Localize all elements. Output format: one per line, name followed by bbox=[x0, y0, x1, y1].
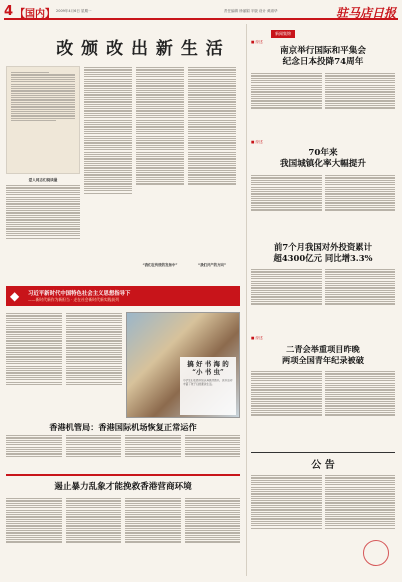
news4-headline: 二青会举重项目昨晚 两项全国青年纪录被破 bbox=[282, 344, 364, 365]
news4-body bbox=[251, 370, 395, 446]
article-column-3 bbox=[188, 66, 236, 276]
article-column-1 bbox=[84, 66, 132, 276]
notice-box bbox=[251, 452, 395, 572]
photo-caption-text: 小学生们在图书馆认真挑选图书，读书活动丰富了孩子们的课余生活。 bbox=[183, 379, 233, 386]
news1-tag: ■ 综述 bbox=[251, 40, 263, 44]
notice-title: 公 告 bbox=[311, 460, 335, 471]
issue-date: 2009年4月6日 星期一 bbox=[56, 9, 92, 13]
violence-article-box bbox=[6, 474, 240, 576]
news3-body bbox=[251, 268, 395, 330]
section-name: 【国内】 bbox=[15, 9, 55, 20]
sub-heading-1: 爱人同志们阅读量 bbox=[28, 178, 58, 182]
seal-stamp-icon bbox=[363, 540, 389, 566]
editor-info: 责任编辑 徐丽娟 半版 设计 黄淑华 bbox=[224, 9, 278, 13]
intro-box bbox=[6, 66, 80, 174]
article-column-5 bbox=[66, 312, 122, 436]
banner-mark-icon: ◆ bbox=[10, 289, 20, 303]
banner-line-2: ——新时代新作为新担当 · 走在社会新时代新实践前列 bbox=[28, 297, 119, 302]
news2-body bbox=[251, 174, 395, 236]
news-photo-kids-reading bbox=[126, 312, 240, 418]
sub-heading-3: “我们共产的方向” bbox=[197, 263, 227, 267]
hk-airport-headline: 香港机管局：香港国际机场恢复正常运作 bbox=[49, 422, 197, 432]
article-column-4 bbox=[6, 312, 62, 436]
news1-headline: 南京举行国际和平集会 纪念日本投降74周年 bbox=[280, 46, 366, 67]
article-column-0 bbox=[6, 184, 80, 274]
column-tag: 新闻集锦 bbox=[271, 30, 295, 38]
article-column-2 bbox=[136, 66, 184, 276]
violence-headline: 遏止暴力乱象才能挽救香港营商环境 bbox=[54, 482, 192, 492]
photo-caption-box bbox=[180, 357, 236, 415]
masthead bbox=[4, 4, 398, 20]
news1-body bbox=[251, 72, 395, 134]
slogan-banner bbox=[6, 286, 240, 306]
news2-headline: 70年来 我国城镇化率大幅提升 bbox=[280, 148, 366, 169]
photo-caption-title: 搞 好 书 海 的 “小 书 虫” bbox=[187, 360, 229, 376]
hk-article-body bbox=[6, 434, 240, 470]
paper-name: 驻马店日报 bbox=[335, 6, 396, 20]
news4-tag: ■ 综述 bbox=[251, 336, 263, 340]
sub-heading-2: “我们在传统的发扬中” bbox=[142, 263, 178, 267]
banner-line-1: 习近平新时代中国特色社会主义思想指导下 bbox=[28, 291, 131, 297]
right-column bbox=[246, 24, 398, 576]
news2-tag: ■ 综述 bbox=[251, 140, 263, 144]
main-headline: 改 颁 改 出 新 生 活 bbox=[56, 39, 224, 59]
page-number: 4 bbox=[4, 4, 14, 19]
news3-headline: 前7个月我国对外投资累计 超4300亿元 同比增3.3% bbox=[273, 242, 373, 263]
